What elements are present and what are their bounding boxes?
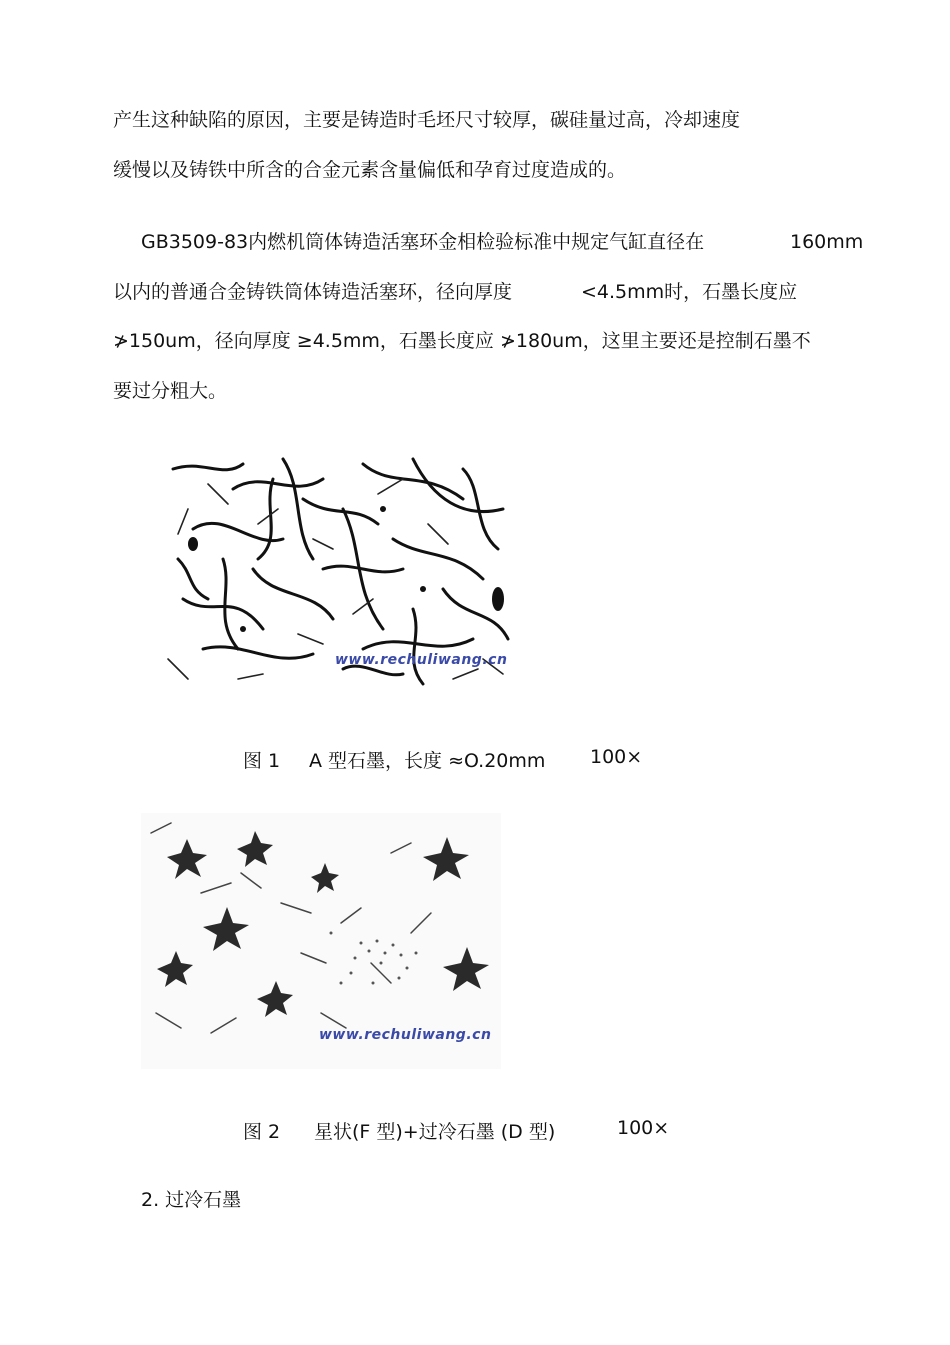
figure-2-caption-text: 星状(F 型)+过冷石墨 (D 型) [314,1121,556,1143]
paragraph-2-line-2-tail: <4.5mm时，石墨长度应 [581,281,798,303]
figure-2-caption-magnification: 100× [617,1117,670,1139]
figure-2-watermark: www.rechuliwang.cn [319,1027,492,1043]
figure-2-caption-label: 图 2 [243,1121,281,1143]
figure-1-watermark: www.rechuliwang.cn [335,652,508,668]
paragraph-2-diameter: 160mm [790,231,864,253]
figure-1-micrograph [163,449,511,693]
paragraph-1-line-2: 缓慢以及铸铁中所含的合金元素含量偏低和孕育过度造成的。 [113,159,627,181]
section-heading: 2. 过冷石墨 [141,1189,242,1211]
paragraph-1-line-1: 产生这种缺陷的原因，主要是铸造时毛坯尺寸较厚，碳硅量过高，冷却速度 [113,109,741,131]
figure-1-caption-label: 图 1 [243,750,281,772]
paragraph-2-line-2: 以内的普通合金铸铁筒体铸造活塞环，径向厚度 [113,281,513,303]
paragraph-2-line-3: ≯150um，径向厚度 ≥4.5mm，石墨长度应 ≯180um，这里主要还是控制石墨不 [113,330,811,352]
figure-1-caption-magnification: 100× [590,746,643,768]
paragraph-2-line-4: 要过分粗大。 [113,380,228,402]
figure-1-caption-text: A 型石墨，长度 ≈O.20mm [309,750,546,772]
paragraph-2-line-1: GB3509-83内燃机筒体铸造活塞环金相检验标准中规定气缸直径在 [141,231,705,253]
figure-2-micrograph [141,813,501,1069]
